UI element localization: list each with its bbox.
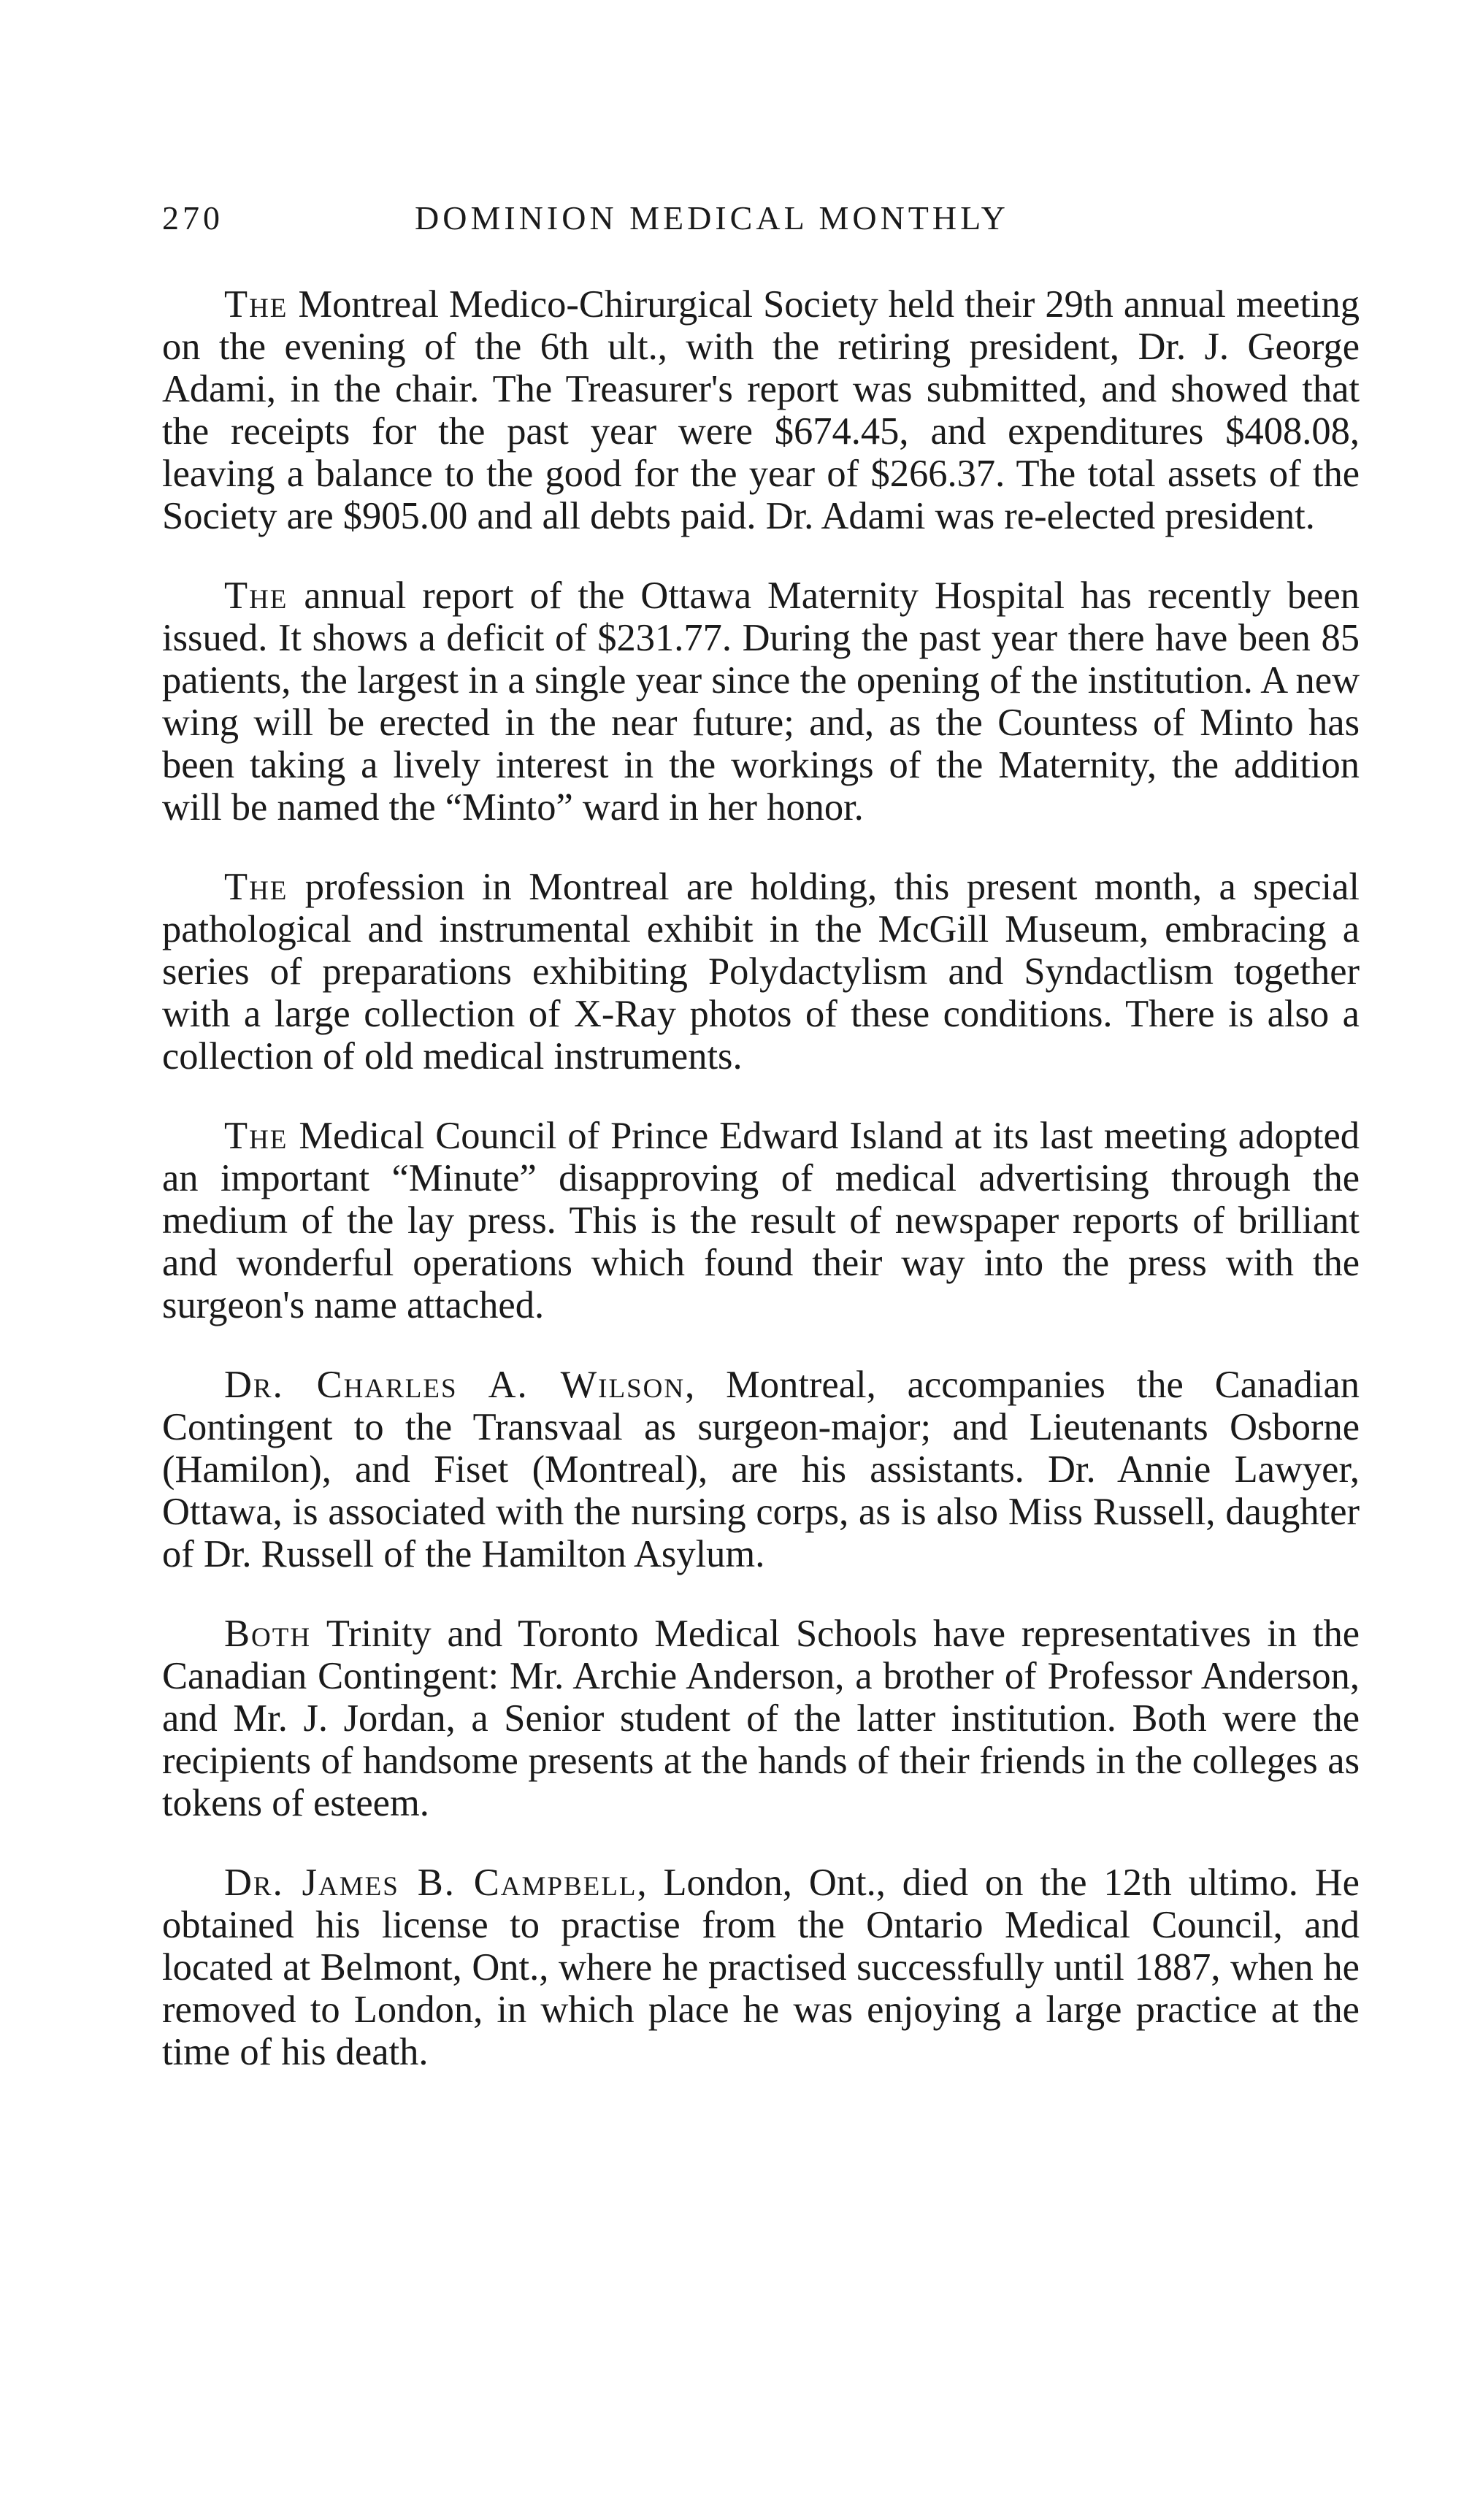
running-head bbox=[162, 183, 1360, 241]
news-item-medico-chirurgical-society bbox=[162, 283, 1360, 537]
item-lead: The bbox=[224, 283, 288, 326]
item-text: Montreal Medico-Chirurgical Society held their 29th annual meeting on the evening of the 6th ult., with the retiring president, Dr. J. George Adami, in the chair. The Treasurer's report was submitted, and showed that the receipts for the past year were $674.45, and expenditures $408.08, leaving a balance to the good for the year of $266.37. The total assets of the Society are $905.00 and all debts paid. Dr. Adami was re-elected president. bbox=[162, 283, 1360, 537]
item-text: annual report of the Ottawa Maternity Hospital has recently been issued. It shows a deficit of $231.77. During the past year there have been 85 patients, the largest in a single year since the opening of the institution. A new wing will be erected in the near future; and, as the Countess of Minto has been taking a lively interest in the workings of the Maternity, the addition will be named the “Minto” ward in her honor. bbox=[162, 575, 1360, 829]
item-lead: The bbox=[224, 1115, 288, 1157]
journal-title: DOMINION MEDICAL MONTHLY bbox=[415, 199, 1009, 237]
news-item-ottawa-maternity-hospital bbox=[162, 575, 1360, 829]
item-text: profession in Montreal are holding, this present month, a special pathological and instrumental exhibit in the McGill Museum, embracing a series of preparations exhibiting Polydactylism and Syndactlism together with a large collection of X-Ray photos of these conditions. There is also a collection of old medical instruments. bbox=[162, 866, 1360, 1077]
news-item-obituary-campbell bbox=[162, 1862, 1360, 2073]
item-text: , London, Ont., died on the 12th ultimo. He obtained his license to practise from the Ontario Medical Council, and located at Belmont, Ont., where he practised successfully until 1887, when he removed to London, in which place he was enjoying a large practice at the time of his death. bbox=[162, 1862, 1360, 2073]
item-text: Trinity and Toronto Medical Schools have representatives in the Canadian Contingent: Mr. Archie Anderson, a brother of Professor Anderson, and Mr. J. Jordan, a Senior student of the latter institution. Both were the recipients of handsome presents at the hands of their friends in the colleges as tokens of esteem. bbox=[162, 1613, 1360, 1824]
news-item-trinity-toronto-schools bbox=[162, 1613, 1360, 1824]
item-text: , Montreal, accompanies the Canadian Contingent to the Transvaal as surgeon-major; and Lieutenants Osborne (Hamilon), and Fiset (Montreal), are his assistants. Dr. Annie Lawyer, Ottawa, is associated with the nursing corps, as is also Miss Russell, daughter of Dr. Russell of the Hamilton Asylum. bbox=[162, 1364, 1360, 1575]
news-item-canadian-contingent-surgeons bbox=[162, 1364, 1360, 1575]
page bbox=[162, 183, 1360, 2110]
item-text: Medical Council of Prince Edward Island at its last meeting adopted an important “Minute” disapproving of medical advertising through the medium of the lay press. This is the result of newspaper reports of brilliant and wonderful operations which found their way into the press with the surgeon's name attached. bbox=[162, 1115, 1360, 1326]
item-lead: The bbox=[224, 575, 288, 617]
news-item-mcgill-exhibit bbox=[162, 866, 1360, 1077]
item-lead: The bbox=[224, 866, 288, 908]
page-number: 270 bbox=[162, 199, 223, 237]
item-lead: Dr. James B. Campbell bbox=[224, 1862, 637, 1904]
item-lead: Both bbox=[224, 1613, 312, 1655]
item-lead: Dr. Charles A. Wilson bbox=[224, 1364, 686, 1406]
news-item-pei-medical-council bbox=[162, 1115, 1360, 1326]
